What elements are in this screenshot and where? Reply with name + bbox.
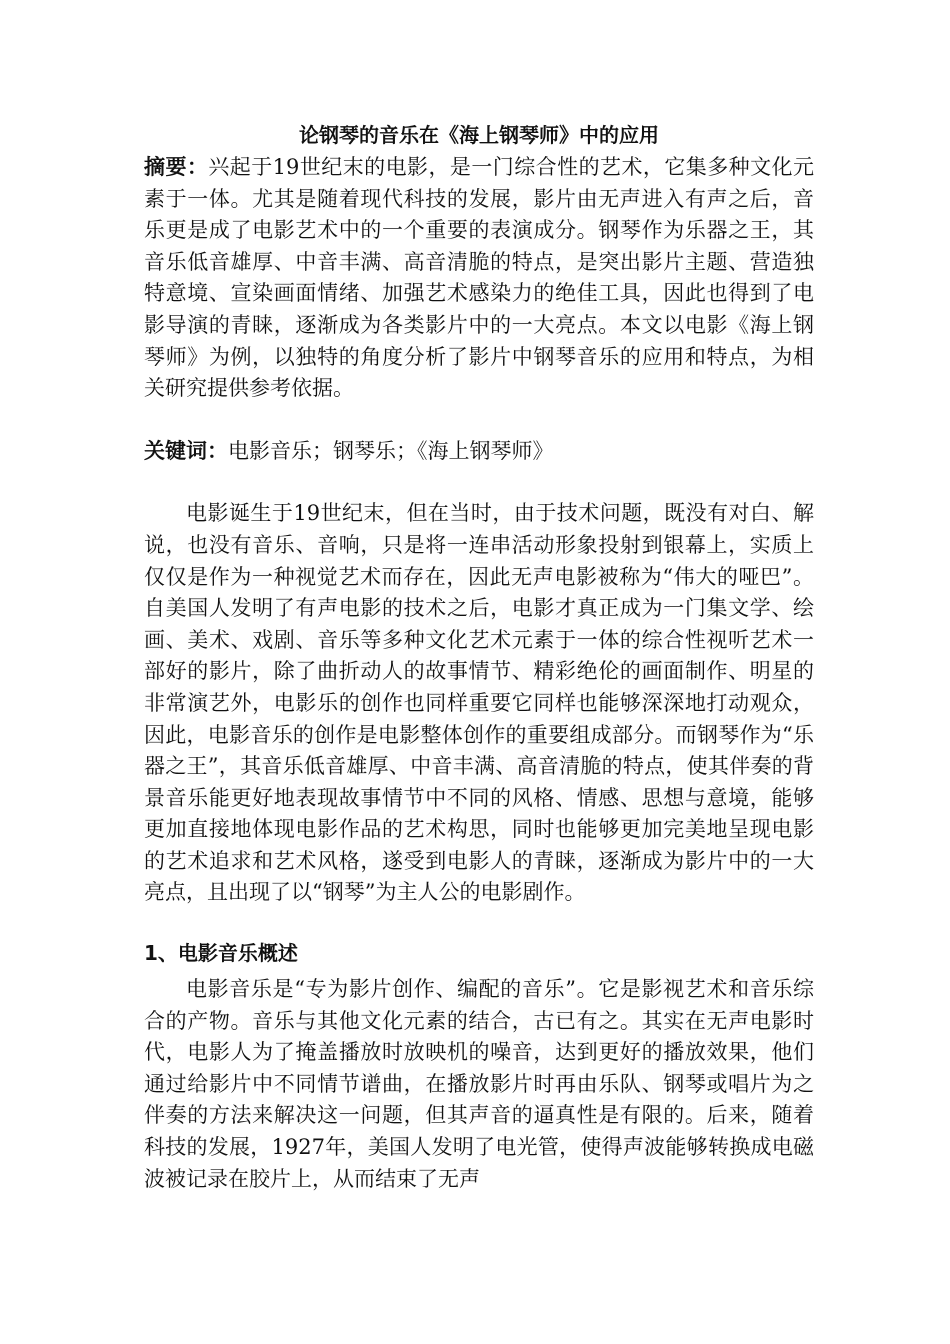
abstract-label: 摘要： [144,155,209,179]
abstract-paragraph [144,152,814,405]
keywords-paragraph [144,436,814,468]
section-1-paragraph: 电影音乐是“专为影片创作、编配的音乐”。它是影视艺术和音乐综合的产物。音乐与其他文化元素的结合，古已有之。其实在无声电影时代，电影人为了掩盖播放时放映机的噪音，达到更好的播放效果，他们通过给影片中不同情节谱曲，在播放影片时再由乐队、钢琴或唱片为之伴奏的方法来解决这一问题，但其声音的逼真性是有限的。后来，随着科技的发展，1927年，美国人发明了电光管，使得声波能够转换成电磁波被记录在胶片上，从而结束了无声 [144,977,814,1191]
document-page [144,118,814,1195]
section-1-heading: 1、电影音乐概述 [144,941,298,966]
keywords-text: 电影音乐；钢琴乐；《海上钢琴师》 [228,438,554,463]
abstract-text: 兴起于19世纪末的电影，是一门综合性的艺术，它集多种文化元素于一体。尤其是随着现代科技的发展，影片由无声进入有声之后，音乐更是成了电影艺术中的一个重要的表演成分。钢琴作为乐器之王，其音乐低音雄厚、中音丰满、高音清脆的特点，是突出影片主题、营造独特意境、宣染画面情绪、加强艺术感染力的绝佳工具，因此也得到了电影导演的青睐，逐渐成为各类影片中的一大亮点。本文以电影《海上钢琴师》为例，以独特的角度分析了影片中钢琴音乐的应用和特点，为相关研究提供参考依据。 [144,155,814,401]
intro-paragraph: 电影诞生于19世纪末，但在当时，由于技术问题，既没有对白、解说，也没有音乐、音响，只是将一连串活动形象投射到银幕上，实质上仅仅是作为一种视觉艺术而存在，因此无声电影被称为“伟大的哑巴”。自美国人发明了有声电影的技术之后，电影才真正成为一门集文学、绘画、美术、戏剧、音乐等多种文化艺术元素于一体的综合性视听艺术一部好的影片，除了曲折动人的故事情节、精彩绝伦的画面制作、明星的非常演艺外，电影乐的创作也同样重要它同样也能够深深地打动观众，因此，电影音乐的创作是电影整体创作的重要组成部分。而钢琴作为“乐器之王”，其音乐低音雄厚、中音丰满、高音清脆的特点，使其伴奏的背景音乐能更好地表现故事情节中不同的风格、情感、思想与意境，能够更加直接地体现电影作品的艺术构思，同时也能够更加完美地呈现电影的艺术追求和艺术风格，遂受到电影人的青睐，逐渐成为影片中的一大亮点，且出现了以“钢琴”为主人公的电影剧作。 [144,501,814,905]
document-title: 论钢琴的音乐在《海上钢琴师》中的应用 [299,123,659,147]
keywords-label: 关键词： [144,438,228,463]
